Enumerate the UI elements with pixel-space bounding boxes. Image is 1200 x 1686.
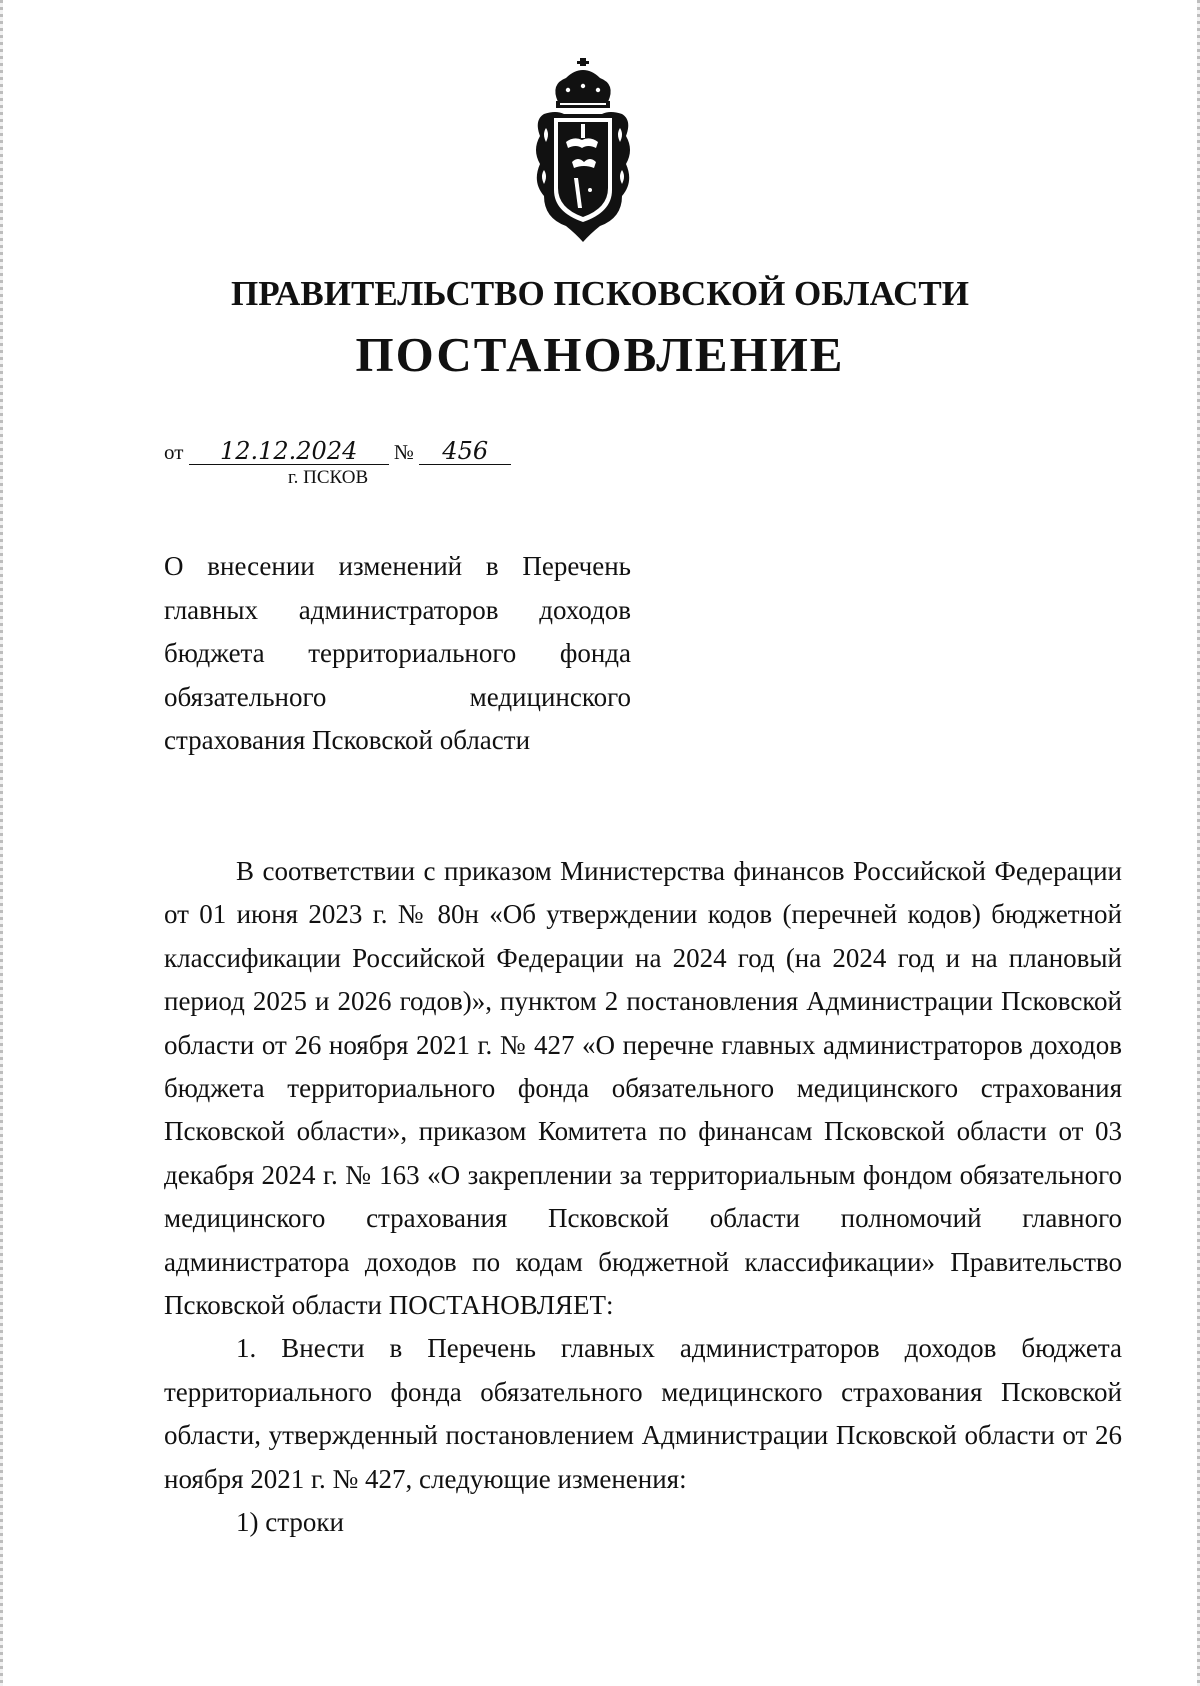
from-label: от xyxy=(164,440,184,464)
body-paragraph-preamble: В соответствии с приказом Министерства финансов Российской Федерации от 01 июня 2023 г. № 80н «Об утверждении кодов (перечней кодов) бюджетной классификации Российской Федерации на 2024 год (на 2024 год и на плановый период 2025 и 2026 годов)», пунктом 2 постановления Администрации Псковской области от 26 ноября 2021 г. № 427 «О перечне главных администраторов доходов бюджета территориального фонда обязательного медицинского страхования Псковской области», приказом Комитета по финансам Псковской области от 03 декабря 2024 г. № 163 «О закреплении за территориальным фондом обязательного медицинского страхования Псковской области полномочий главного администратора доходов по кодам бюджетной классификации» Правительство Псковской области ПОСТАНОВЛЯЕТ: xyxy=(164,856,1122,1321)
date-number-line xyxy=(164,438,511,466)
body-paragraph-subitem-1: 1) строки xyxy=(236,1507,344,1538)
handwritten-date: 12.12.2024 xyxy=(189,438,389,465)
scan-edge-left xyxy=(0,0,3,1686)
document-body xyxy=(164,850,1122,1545)
body-paragraph-item-1: 1. Внести в Перечень главных администраторов доходов бюджета территориального фонда обязательного медицинского страхования Псковской области, утвержденный постановлением Администрации Псковской области от 26 ноября 2021 г. № 427, следующие изменения: xyxy=(164,1333,1122,1494)
document-type-heading: ПОСТАНОВЛЕНИЕ xyxy=(355,327,845,382)
number-label: № xyxy=(393,440,414,464)
government-name: ПРАВИТЕЛЬСТВО ПСКОВСКОЙ ОБЛАСТИ xyxy=(231,274,969,313)
coat-of-arms-emblem xyxy=(530,58,636,244)
document-subject: О внесении изменений в Перечень главных администраторов доходов бюджета территориального фонда обязательного медицинского страхования Псковской области xyxy=(164,551,631,755)
city-label: г. ПСКОВ xyxy=(288,467,369,488)
handwritten-number: 456 xyxy=(419,438,511,465)
